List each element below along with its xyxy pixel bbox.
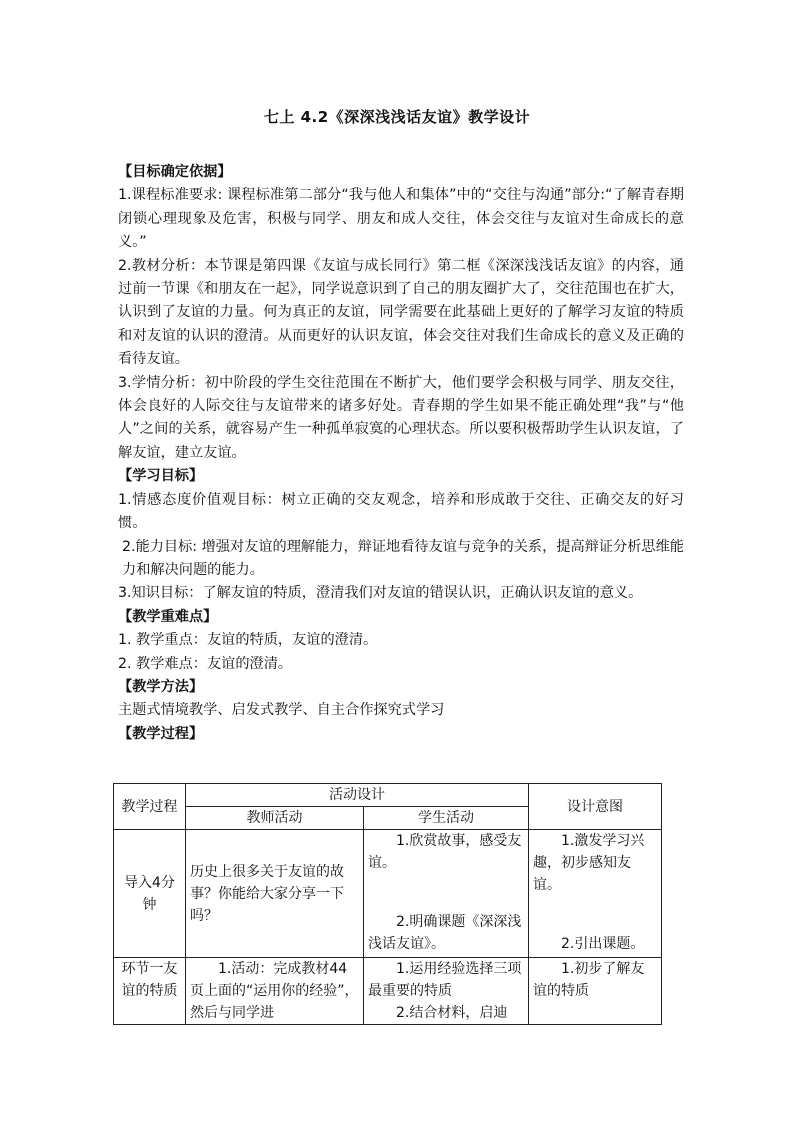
table-header-row [114,784,662,807]
header-teacher: 教师活动 [186,807,364,830]
student-activity-bottom: 2.结合材料，启迪 [396,1005,508,1021]
document-title: 七上 4.2《深深浅浅话友谊》教学设计 [263,108,531,126]
goal-basis-item-3: 3.学情分析：初中阶段的学生交往范围在不断扩大，他们要学会积极与同学、朋友交往，体会良好的人际交往与友谊带来的诸多好处。青春期的学生如果不能正确处理“我”与“他人”之间的关系，就容易产生一种孤单寂寞的心理状态。所以要积极帮助学生认识友谊，了解友谊，建立友谊。 [118,374,684,461]
learning-goal-item-3: 3.知识目标：了解友谊的特质，澄清我们对友谊的错误认识，正确认识友谊的意义。 [118,585,643,602]
teacher-activity-cell: 历史上很多关于友谊的故事？你能给大家分享一下吗？ [186,830,364,958]
design-intent-cell: 1.初步了解友谊的特质 [529,958,662,1025]
stage-cell: 导入4分钟 [114,830,186,958]
header-student: 学生活动 [364,807,529,830]
learning-goal-item-2: 2.能力目标: 增强对友谊的理解能力，辩证地看待友谊与竞争的关系，提高辩证分析思维能力和解决问题的能力。 [122,538,684,578]
table-row [114,958,662,1025]
teaching-process-table [113,783,662,1025]
header-intent: 设计意图 [529,784,662,830]
goal-basis-item-1: 1.课程标准要求: 课程标准第二部分“我与他人和集体”中的“交往与沟通”部分:“了解青春期闭锁心理现象及危害，积极与同学、朋友和成人交往，体会交往与友谊对生命成长的意义。” [118,187,684,251]
section-heading-key-points: 【教学重难点】 [118,608,218,625]
document-body [118,161,684,746]
section-heading-goal-basis: 【目标确定依据】 [118,164,232,180]
section-heading-learning-goals: 【学习目标】 [118,468,204,485]
header-activity: 活动设计 [186,784,529,807]
key-point-item-2: 2. 教学难点：友谊的澄清。 [118,655,293,672]
stage-cell: 环节一友谊的特质 [114,958,186,1025]
learning-goal-item-1: 1.情感态度价值观目标：树立正确的交友观念，培养和形成敢于交往、正确交友的好习惯。 [118,491,684,532]
key-point-item-1: 1. 教学重点：友谊的特质，友谊的澄清。 [118,632,378,649]
student-activity-cell [364,830,529,958]
student-activity-top: 1.欣赏故事，感受友谊。 [368,833,522,871]
design-intent-top: 1.激发学习兴趣，初步感知友谊。 [533,833,645,893]
table-row [114,830,662,958]
design-intent-bottom: 2.引出课题。 [561,936,645,952]
student-activity-cell [364,958,529,1025]
goal-basis-item-2: 2.教材分析：本节课是第四课《友谊与成长同行》第二框《深深浅浅话友谊》的内容，通过前一节课《和朋友在一起》，同学说意识到了自己的朋友圈扩大了，交往范围也在扩大，认识到了友谊的力量。何为真正的友谊，同学需要在此基础上更好的了解学习友谊的特质和对友谊的认识的澄清。从而更好的认识友谊，体会交往对我们生命成长的意义及正确的看待友谊。 [118,257,684,368]
design-intent-cell [529,830,662,958]
section-heading-methods: 【教学方法】 [118,678,204,695]
section-heading-process: 【教学过程】 [118,725,204,742]
teacher-activity-cell: 1.活动：完成教材44页上面的“运用你的经验”，然后与同学进 [186,958,364,1025]
methods-text: 主题式情境教学、启发式教学、自主合作探究式学习 [118,702,445,719]
student-activity-top: 1.运用经验选择三项最重要的特质 [368,961,522,999]
header-stage: 教学过程 [114,784,186,830]
student-activity-bottom: 2.明确课题《深深浅浅话友谊》。 [368,914,522,952]
